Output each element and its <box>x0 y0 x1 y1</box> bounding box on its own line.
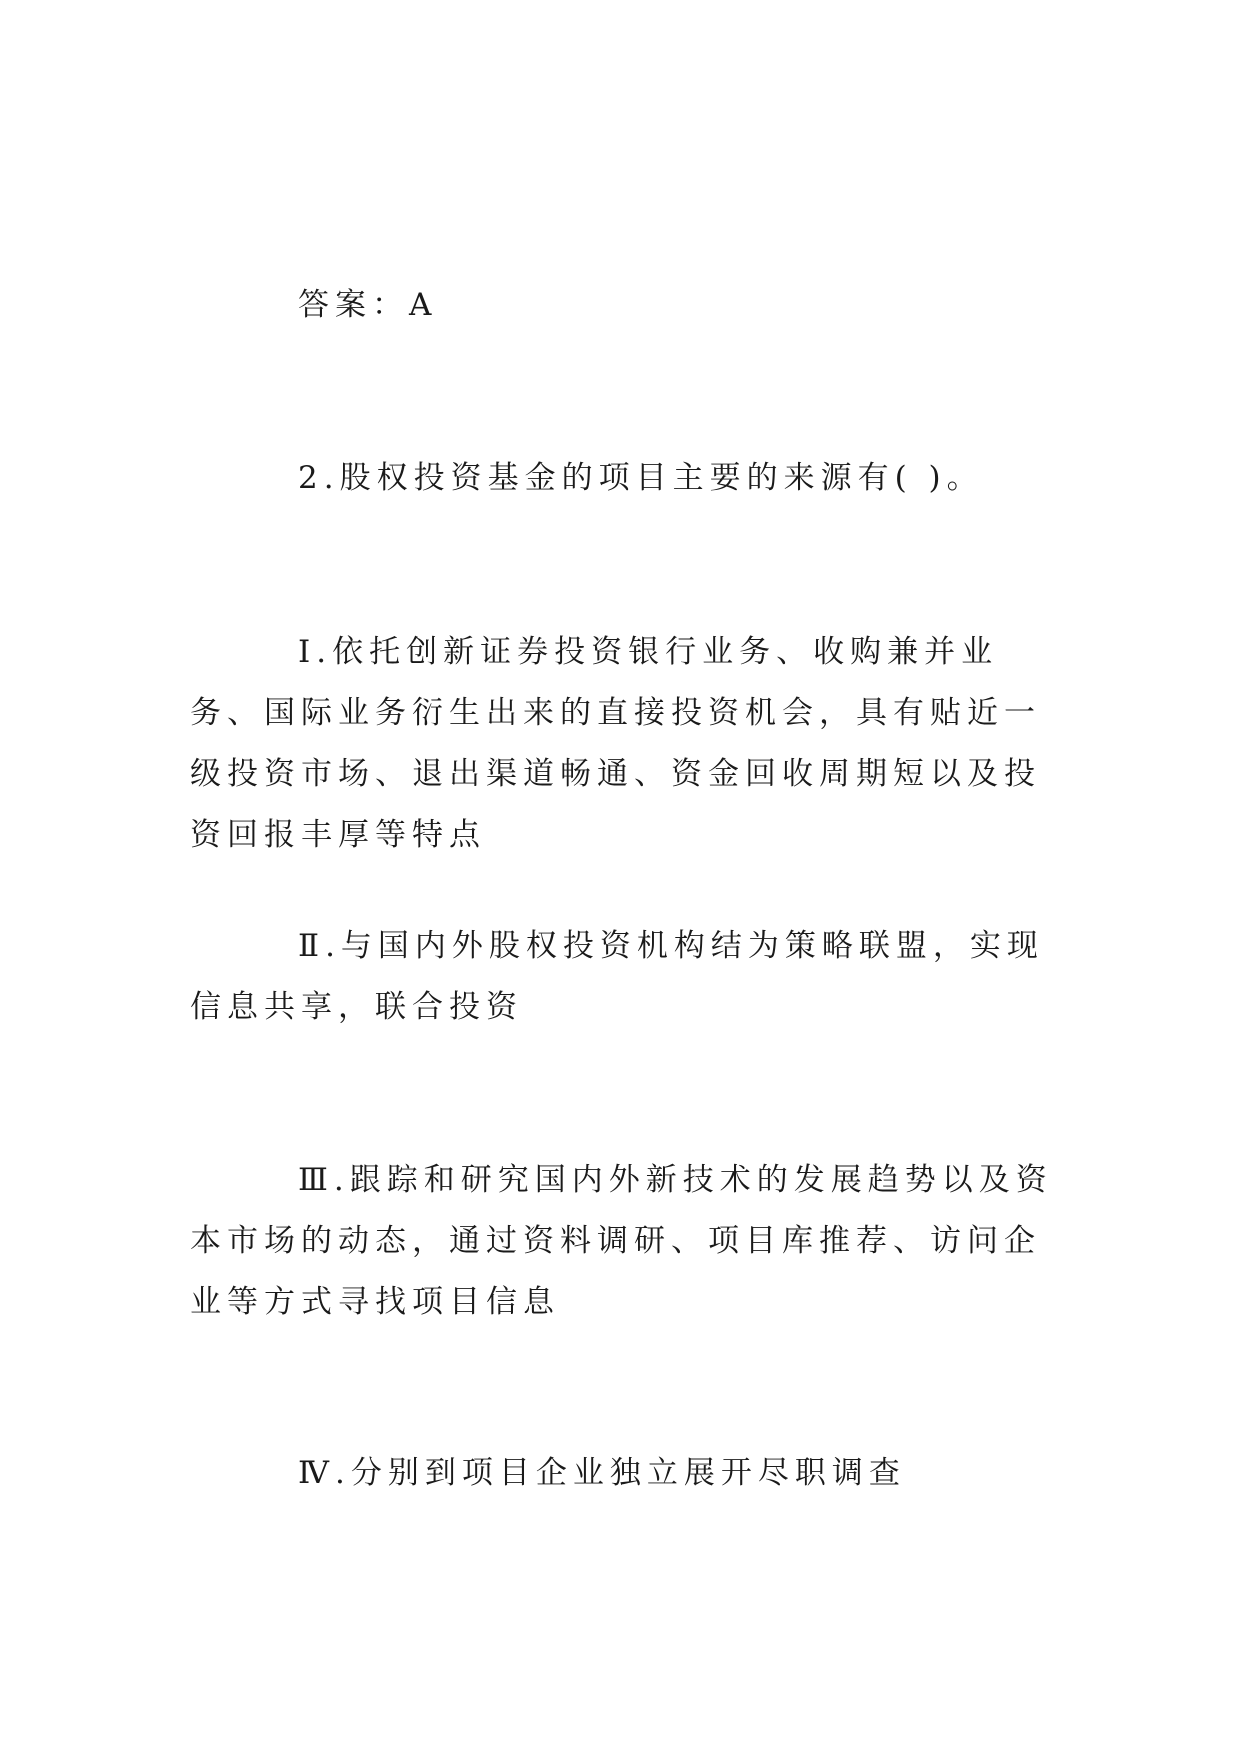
option-4: Ⅳ.分别到项目企业独立展开尽职调查 <box>298 1455 906 1491</box>
question-text: 2.股权投资基金的项目主要的来源有( )。 <box>298 460 984 496</box>
option-2: Ⅱ.与国内外股权投资机构结为策略联盟，实现信息共享，联合投资 <box>190 928 1044 1025</box>
option-3: Ⅲ.跟踪和研究国内外新技术的发展趋势以及资本市场的动态，通过资料调研、项目库推荐、访问企业等方式寻找项目信息 <box>190 1162 1053 1320</box>
option-1: Ⅰ.依托创新证券投资银行业务、收购兼并业务、国际业务衍生出来的直接投资机会，具有贴近一级投资市场、退出渠道畅通、资金回收周期短以及投资回报丰厚等特点 <box>190 634 1041 853</box>
answer-line: 答案：A <box>298 287 438 323</box>
